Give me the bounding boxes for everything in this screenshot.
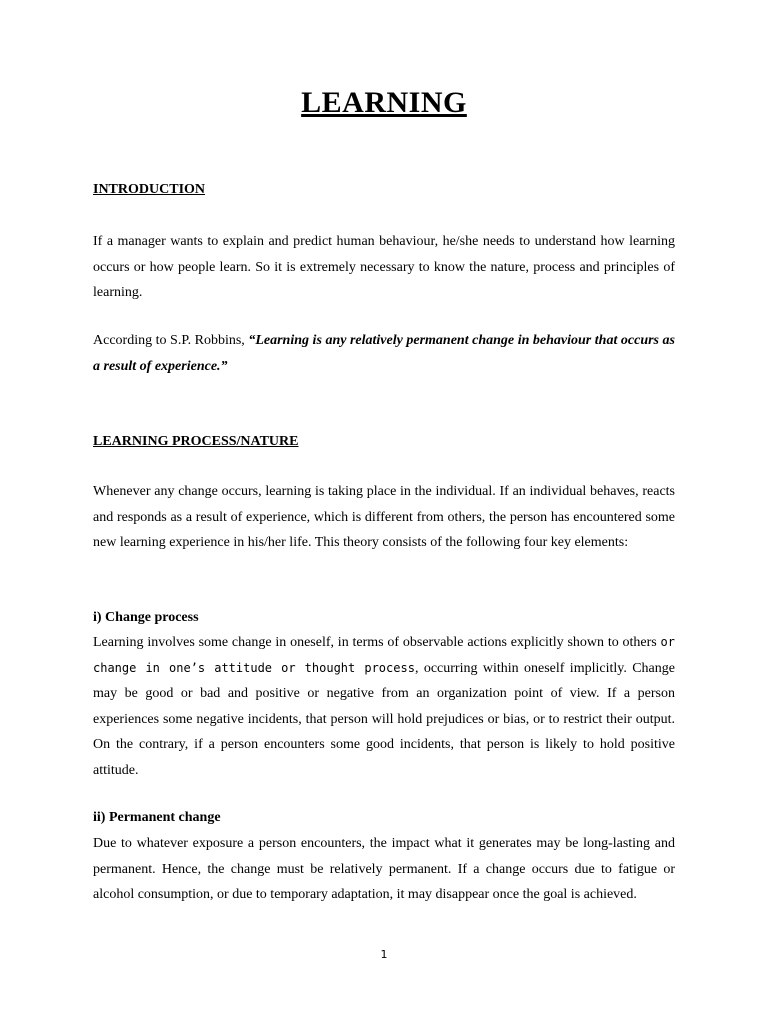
section1-text-end: , occurring within oneself implicitly. Change may be good or bad and positive or negative from an organization point of view. If a person experiences some negative incidents, that person will hold prejudices or bias, or to restrict their output. On the contrary, if a person encounters some good incidents, that person is likely to hold positive attitude. xyxy=(93,660,675,778)
section1-paragraph xyxy=(93,630,675,783)
definition-paragraph xyxy=(93,328,675,379)
section2-heading: ii) Permanent change xyxy=(93,810,221,825)
process-paragraph: Whenever any change occurs, learning is taking place in the individual. If an individual behaves, reacts and responds as a result of experience, which is different from others, the person has encountered some new learning experience in his/her life. This theory consists of the following four key elements: xyxy=(93,484,675,550)
section1-mono-text: or change in one’s attitude or thought process xyxy=(93,635,675,675)
section1-text-start: Learning involves some change in oneself, in terms of observable actions explicitly shown to others xyxy=(93,635,661,650)
introduction-heading: INTRODUCTION xyxy=(93,182,206,197)
page-title: LEARNING xyxy=(301,86,467,119)
section2-paragraph: Due to whatever exposure a person encounters, the impact what it generates may be long-lasting and permanent. Hence, the change must be relatively permanent. If a change occurs due to fatigue or alcohol consumption, or due to temporary adaptation, it may disappear once the goal is achieved. xyxy=(93,836,675,902)
intro-paragraph: If a manager wants to explain and predict human behaviour, he/she needs to understand how learning occurs or how people learn. So it is extremely necessary to know the nature, process and principles of learning. xyxy=(93,234,675,300)
section1-heading: i) Change process xyxy=(93,610,199,625)
process-heading: LEARNING PROCESS/NATURE xyxy=(93,434,299,449)
definition-lead: According to S.P. Robbins, xyxy=(93,333,249,348)
definition-quote: “Learning is any relatively permanent change in behaviour that occurs as a result of experience.” xyxy=(93,333,675,374)
page-number: 1 xyxy=(380,948,388,961)
